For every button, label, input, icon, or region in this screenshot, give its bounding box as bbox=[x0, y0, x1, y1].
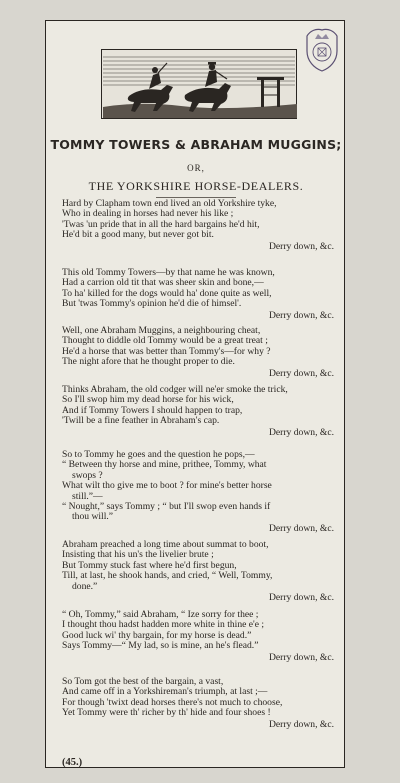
library-stamp-icon bbox=[304, 27, 340, 73]
verse-line: 'Twill be a fine feather in Abraham's cap. bbox=[62, 415, 220, 427]
verse-chorus: Derry down, &c. bbox=[268, 718, 334, 730]
verse-chorus: Derry down, &c. bbox=[268, 592, 334, 604]
verse-line: What wilt tho give me to boot ? for mine's better horse bbox=[62, 480, 272, 492]
horse-and-rider-woodcut-icon bbox=[101, 49, 297, 119]
verse bbox=[62, 450, 334, 534]
verse-line: Abraham preached a long time about summat to boot, bbox=[62, 539, 269, 550]
verse-chorus: Derry down, &c. bbox=[268, 240, 334, 252]
verse-line: still.”— bbox=[72, 490, 103, 502]
verse bbox=[62, 385, 334, 438]
verse-line: Insisting that his un's the livelier brute ; bbox=[62, 549, 214, 561]
verse-line: The night afore that he thought proper to die. bbox=[62, 356, 235, 368]
verse-line: He'd a horse that was better than Tommy's—for why ? bbox=[62, 345, 271, 357]
verse-line: Yet Tommy were th' richer by th' hide and four shoes ! bbox=[62, 707, 271, 719]
verse bbox=[62, 199, 334, 252]
verse-chorus: Derry down, &c. bbox=[268, 651, 334, 663]
verse-line: For though 'twixt dead horses there's not much to choose, bbox=[62, 696, 283, 708]
verse-line: Thought to diddle old Tommy would be a great treat ; bbox=[62, 335, 268, 347]
verse-chorus: Derry down, &c. bbox=[268, 309, 334, 321]
verse-line: So I'll swop him my dead horse for his wick, bbox=[62, 394, 234, 406]
verse-line: Till, at last, he shook hands, and cried, “ Well, Tommy, bbox=[62, 570, 273, 582]
broadside-sheet bbox=[45, 20, 345, 768]
verse-line: Says Tommy—“ My lad, so is mine, an he's flead.” bbox=[62, 640, 259, 652]
verse-chorus: Derry down, &c. bbox=[268, 426, 334, 438]
verse bbox=[62, 610, 334, 663]
verse-line: 'Twas 'un pride that in all the hard bargains he'd hit, bbox=[62, 218, 260, 230]
verse-line: This old Tommy Towers—by that name he was known, bbox=[62, 267, 275, 278]
verse bbox=[62, 677, 334, 730]
verse-line: And came off in a Yorkshireman's triumph, at last ;— bbox=[62, 686, 268, 698]
verse-line: So Tom got the best of the bargain, a vast, bbox=[62, 676, 224, 687]
verse-line: “ Between thy horse and mine, prithee, Tommy, what bbox=[62, 459, 267, 471]
verse-line: He'd bit a good many, but never got bit. bbox=[62, 229, 214, 241]
verse-line: Hard by Clapham town end lived an old Yorkshire tyke, bbox=[62, 198, 277, 209]
verse bbox=[62, 326, 334, 379]
verse-line: But 'twas Tommy's opinion he'd die of himsel'. bbox=[62, 298, 242, 310]
verse-line: So to Tommy he goes and the question he pops,— bbox=[62, 449, 255, 460]
verse-line: I thought thou hadst hadden more white in thine e'e ; bbox=[62, 619, 265, 631]
verse-line: Thinks Abraham, the old codger will ne'er smoke the trick, bbox=[62, 384, 288, 395]
verse-line: Good luck wi' thy bargain, for my horse is dead.” bbox=[62, 629, 252, 641]
verse-chorus: Derry down, &c. bbox=[268, 367, 334, 379]
sheet-number: (45.) bbox=[62, 757, 83, 768]
verse-line: And if Tommy Towers I should happen to trap, bbox=[62, 404, 243, 416]
verse-line: Had a carrion old tit that was sheer skin and bone,— bbox=[62, 277, 264, 289]
verse-line: swops ? bbox=[72, 469, 103, 481]
title-or: OR, bbox=[187, 163, 205, 173]
verse-line: Well, one Abraham Muggins, a neighbouring cheat, bbox=[62, 325, 261, 336]
verse-line: Who in dealing in horses had never his like ; bbox=[62, 208, 234, 220]
verse-line: “ Nought,” says Tommy ; “ but I'll swop even hands if bbox=[62, 501, 271, 513]
ballad-title: TOMMY TOWERS & ABRAHAM MUGGINS; bbox=[50, 137, 342, 152]
ballad-subtitle: THE YORKSHIRE HORSE-DEALERS. bbox=[88, 179, 304, 193]
verse-line: “ Oh, Tommy,” said Abraham, “ Ize sorry for thee ; bbox=[62, 609, 259, 620]
verse bbox=[62, 268, 334, 321]
verse-line: But Tommy stuck fast where he'd first begun, bbox=[62, 559, 237, 571]
verse-line: To ha' killed for the dogs would ha' done quite as well, bbox=[62, 287, 272, 299]
verse-line: thou will.” bbox=[72, 511, 114, 523]
verse-line: done.” bbox=[72, 580, 98, 592]
verse bbox=[62, 540, 334, 603]
verse-chorus: Derry down, &c. bbox=[268, 522, 334, 534]
